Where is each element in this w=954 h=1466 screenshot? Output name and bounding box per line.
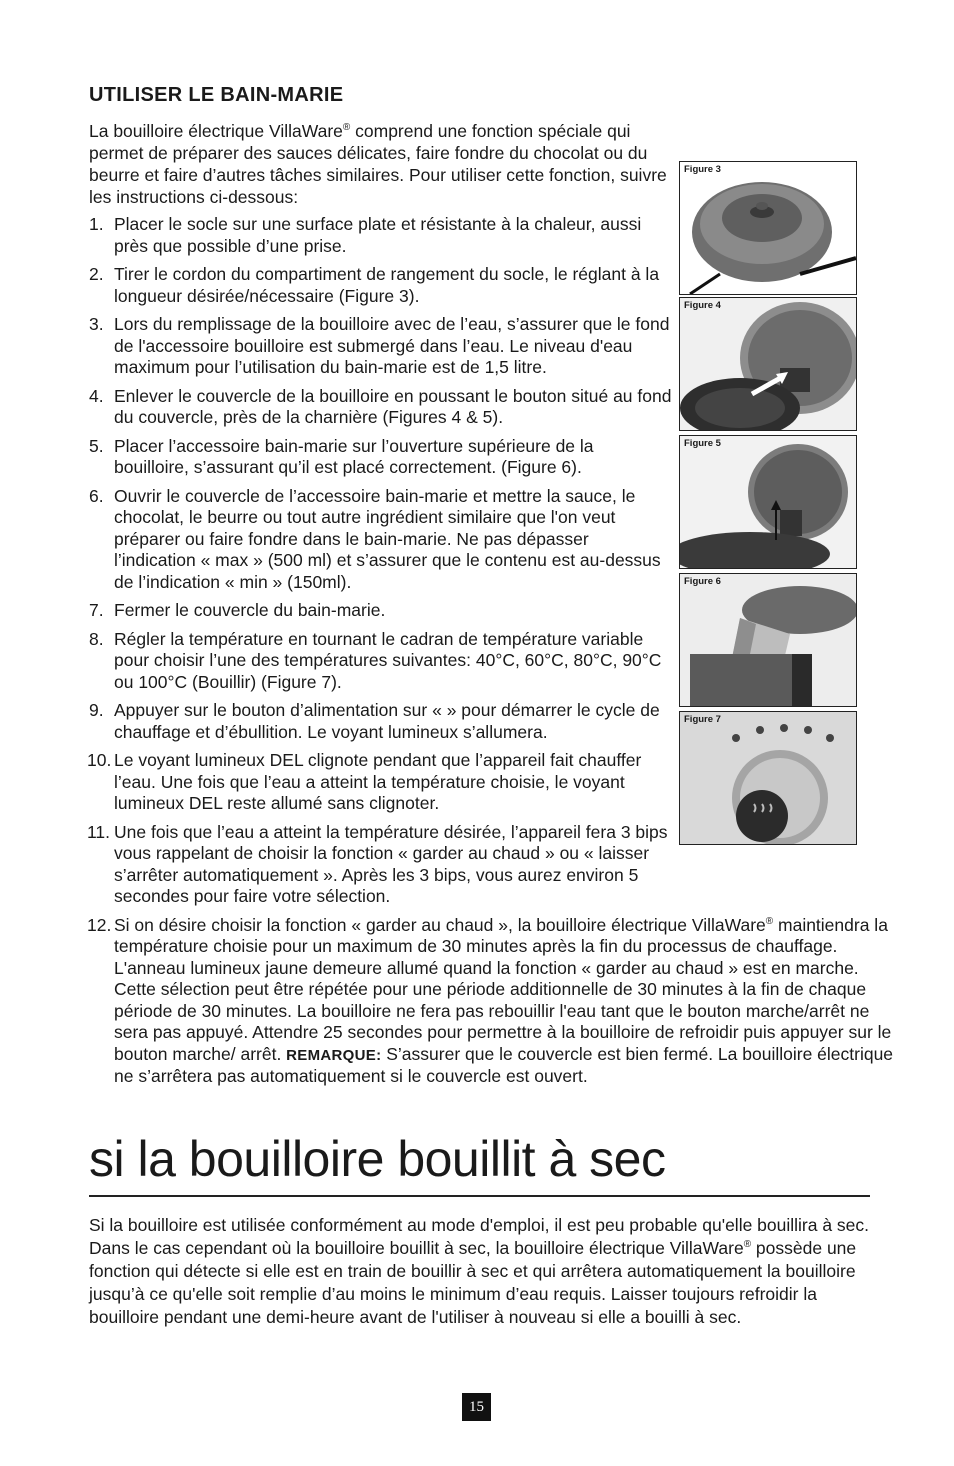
remark-label: REMARQUE: (286, 1046, 382, 1064)
kettle-open-lid-illustration (680, 436, 856, 568)
figure-5 (679, 435, 857, 569)
figure-label: Figure 5 (684, 438, 721, 449)
list-item: 8. Régler la température en tournant le cadran de température variable pour choisir l’une des températures suivantes: 40°C, 60°C, 80°C, 90°C ou 100°C (Bouillir) (Figure 7). (89, 628, 662, 692)
kettle-lid-illustration (680, 298, 856, 430)
list-item: 7. Fermer le couvercle du bain-marie. (89, 600, 386, 620)
figure-label: Figure 4 (684, 300, 721, 311)
figure-6 (679, 573, 857, 707)
boil-dry-paragraph: Si la bouilloire est utilisée conformément au mode d'emploi, il est peu probable qu'elle bouillira à sec. Dans le cas cependant où la bouilloire bouillit à sec, la bouilloire électrique VillaWare® possède une fonction qui détecte si elle est en train de bouillir à sec et qui arrêtera automatiquement la bouilloire jusqu’à ce qu'elle soit remplie d’au moins le minimum d’eau requis. Laisser toujours refroidir la bouilloire pendant une demi-heure avant de l'utiliser à nouveau si elle a bouilli à sec. (89, 1215, 870, 1327)
list-item: 6. Ouvrir le couvercle de l’accessoire bain-marie et mettre la sauce, le chocolat, le beurre ou tout autre ingrédient similaire que l'on veut préparer ou faire fondre dans le bain-marie. Ne pas dépasser l’indication « max » (500 ml) et s’assurer que le contenu est au-dessus de l’indication « min » (150ml). (89, 485, 661, 592)
bain-marie-accessory-illustration (680, 574, 856, 706)
page-title: si la bouilloire bouillit à sec (89, 1131, 666, 1187)
list-item: 1. Placer le socle sur une surface plate et résistante à la chaleur, aussi près que possible d’une prise. (89, 214, 642, 256)
figure-3 (679, 161, 857, 295)
list-item: 9. Appuyer sur le bouton d’alimentation sur « » pour démarrer le cycle de chauffage et d’ébullition. Le voyant lumineux s’allumera. (89, 700, 660, 742)
figure-label: Figure 6 (684, 576, 721, 587)
list-item: 4. Enlever le couvercle de la bouilloire en poussant le bouton situé au fond du couvercle, près de la charnière (Figures 4 & 5). (89, 385, 672, 427)
section-heading: UTILISER LE BAIN-MARIE (89, 84, 344, 106)
list-item: 3. Lors du remplissage de la bouilloire avec de l’eau, s’assurer que le fond de l'accessoire bouilloire est submergé dans l’eau. Le niveau d'eau maximum pour l’utilisation du bain-marie est de 1,5 litre. (89, 314, 670, 377)
divider (89, 1195, 870, 1197)
kettle-base-illustration (680, 162, 856, 294)
list-item: 11. Une fois que l’eau a atteint la température désirée, l’appareil fera 3 bips vous rappelant de choisir la fonction « garder au chaud » ou « laisser s’arrêter automatiquement ». Après les 3 bips, vous aurez environ 5 secondes pour faire votre sélection. (87, 821, 668, 906)
list-item: 5. Placer l’accessoire bain-marie sur l’ouverture supérieure de la bouilloire, s’assurant qu’il est placé correctement. (Figure 6). (89, 435, 594, 477)
figure-7 (679, 711, 857, 845)
list-item: 10. Le voyant lumineux DEL clignote pendant que l’appareil fait chauffer l’eau. Une fois que l’eau a atteint la température choisie, le voyant lumineux DEL reste allumé sans clignoter. (87, 750, 642, 813)
figure-label: Figure 3 (684, 164, 721, 175)
temperature-dial-illustration (680, 712, 856, 844)
intro-paragraph: La bouilloire électrique VillaWare® comprend une fonction spéciale qui permet de préparer des sauces délicates, faire fondre du chocolat ou du beurre et faire d’autres tâches similaires. Pour utiliser cette fonction, suivre les instructions ci-dessous: (89, 121, 667, 207)
list-item: 2. Tirer le cordon du compartiment de rangement du socle, le réglant à la longueur désirée/nécessaire (Figure 3). (89, 264, 660, 306)
figure-4 (679, 297, 857, 431)
figure-label: Figure 7 (684, 714, 721, 725)
list-item: 12. Si on désire choisir la fonction « garder au chaud », la bouilloire électrique VillaWare® maintiendra la température choisie pour un maximum de 30 minutes après la fin du processus de chauffage. L'anneau lumineux jaune demeure allumé quand la fonction « garder au chaud » est en marche. Cette sélection peut être répétée pour une période additionnelle de 30 minutes à la fin de chaque période de 30 minutes. La bouilloire ne fera pas rebouillir l'eau tant que le bouton marche/arrêt ne sera pas appuyé. Attendre 25 secondes pour permettre à la bouilloire de refroidir puis appuyer sur le bouton marche/ arrêt. REMARQUE: S’assurer que le couvercle est bien fermé. La bouilloire électrique ne s’arrêtera pas automatiquement si le couvercle est ouvert. (87, 914, 894, 1086)
page-number: 15 (462, 1393, 491, 1421)
